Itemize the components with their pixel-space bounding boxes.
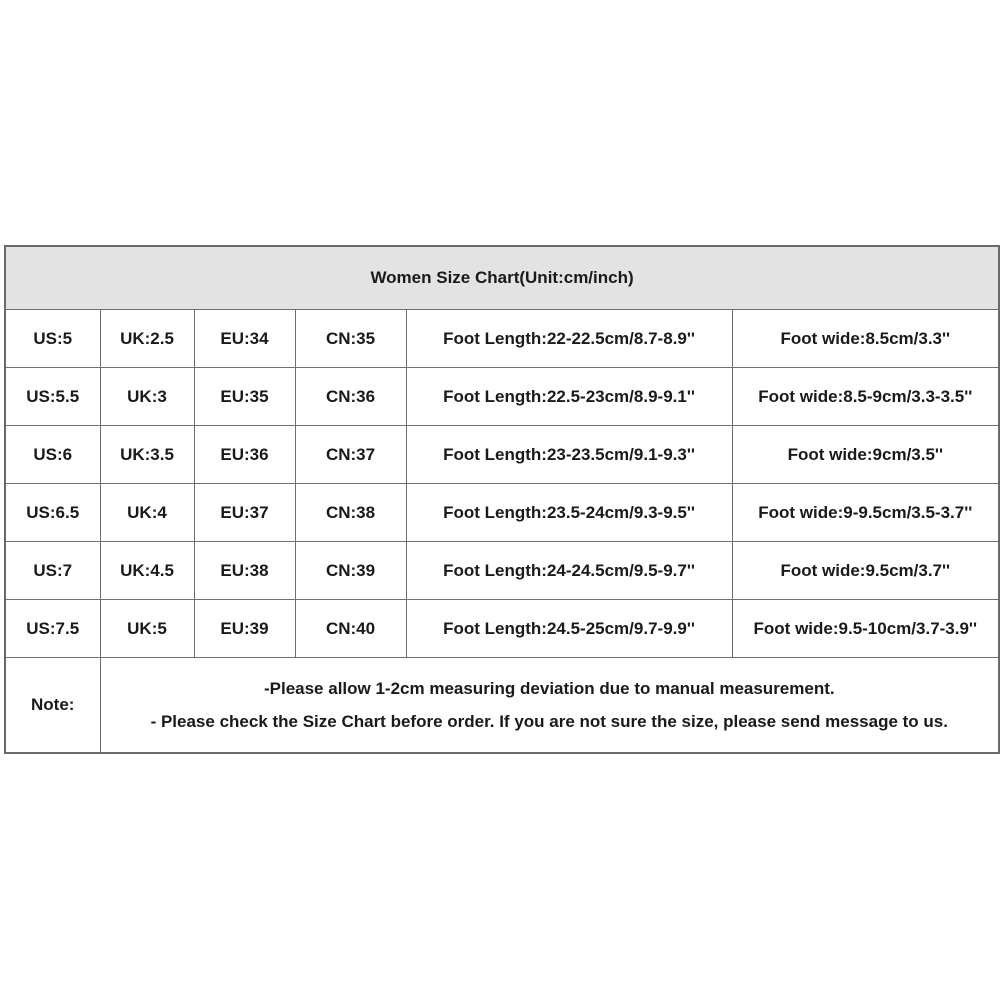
foot-wide-cell: Foot wide:9cm/3.5'' xyxy=(732,426,999,484)
table-row xyxy=(5,484,999,542)
note-line-check-size-chart: - Please check the Size Chart before order. If you are not sure the size, please send message to us. xyxy=(150,712,948,731)
note-row xyxy=(5,658,999,754)
eu-size-cell: EU:38 xyxy=(194,542,295,600)
table-row xyxy=(5,600,999,658)
table-row xyxy=(5,310,999,368)
note-line-measuring-deviation: -Please allow 1-2cm measuring deviation due to manual measurement. xyxy=(263,679,835,698)
table-title: Women Size Chart(Unit:cm/inch) xyxy=(5,246,999,310)
table-row xyxy=(5,542,999,600)
cn-size-cell: CN:38 xyxy=(295,484,406,542)
note-label: Note: xyxy=(5,658,100,754)
foot-wide-cell: Foot wide:9-9.5cm/3.5-3.7'' xyxy=(732,484,999,542)
us-size-cell: US:5 xyxy=(5,310,100,368)
foot-wide-cell: Foot wide:8.5cm/3.3'' xyxy=(732,310,999,368)
foot-length-cell: Foot Length:23-23.5cm/9.1-9.3'' xyxy=(406,426,732,484)
foot-length-cell: Foot Length:22.5-23cm/8.9-9.1'' xyxy=(406,368,732,426)
uk-size-cell: UK:2.5 xyxy=(100,310,194,368)
uk-size-cell: UK:3.5 xyxy=(100,426,194,484)
table-row xyxy=(5,368,999,426)
us-size-cell: US:7.5 xyxy=(5,600,100,658)
size-chart-table xyxy=(4,245,1000,754)
eu-size-cell: EU:37 xyxy=(194,484,295,542)
us-size-cell: US:7 xyxy=(5,542,100,600)
cn-size-cell: CN:37 xyxy=(295,426,406,484)
eu-size-cell: EU:39 xyxy=(194,600,295,658)
us-size-cell: US:6 xyxy=(5,426,100,484)
eu-size-cell: EU:35 xyxy=(194,368,295,426)
table-title-row xyxy=(5,246,999,310)
us-size-cell: US:5.5 xyxy=(5,368,100,426)
note-text xyxy=(100,658,999,754)
cn-size-cell: CN:36 xyxy=(295,368,406,426)
table-row xyxy=(5,426,999,484)
cn-size-cell: CN:40 xyxy=(295,600,406,658)
foot-wide-cell: Foot wide:9.5-10cm/3.7-3.9'' xyxy=(732,600,999,658)
cn-size-cell: CN:35 xyxy=(295,310,406,368)
uk-size-cell: UK:4.5 xyxy=(100,542,194,600)
foot-wide-cell: Foot wide:9.5cm/3.7'' xyxy=(732,542,999,600)
eu-size-cell: EU:34 xyxy=(194,310,295,368)
foot-length-cell: Foot Length:24.5-25cm/9.7-9.9'' xyxy=(406,600,732,658)
uk-size-cell: UK:5 xyxy=(100,600,194,658)
cn-size-cell: CN:39 xyxy=(295,542,406,600)
foot-length-cell: Foot Length:23.5-24cm/9.3-9.5'' xyxy=(406,484,732,542)
foot-length-cell: Foot Length:24-24.5cm/9.5-9.7'' xyxy=(406,542,732,600)
foot-wide-cell: Foot wide:8.5-9cm/3.3-3.5'' xyxy=(732,368,999,426)
us-size-cell: US:6.5 xyxy=(5,484,100,542)
uk-size-cell: UK:4 xyxy=(100,484,194,542)
uk-size-cell: UK:3 xyxy=(100,368,194,426)
foot-length-cell: Foot Length:22-22.5cm/8.7-8.9'' xyxy=(406,310,732,368)
eu-size-cell: EU:36 xyxy=(194,426,295,484)
